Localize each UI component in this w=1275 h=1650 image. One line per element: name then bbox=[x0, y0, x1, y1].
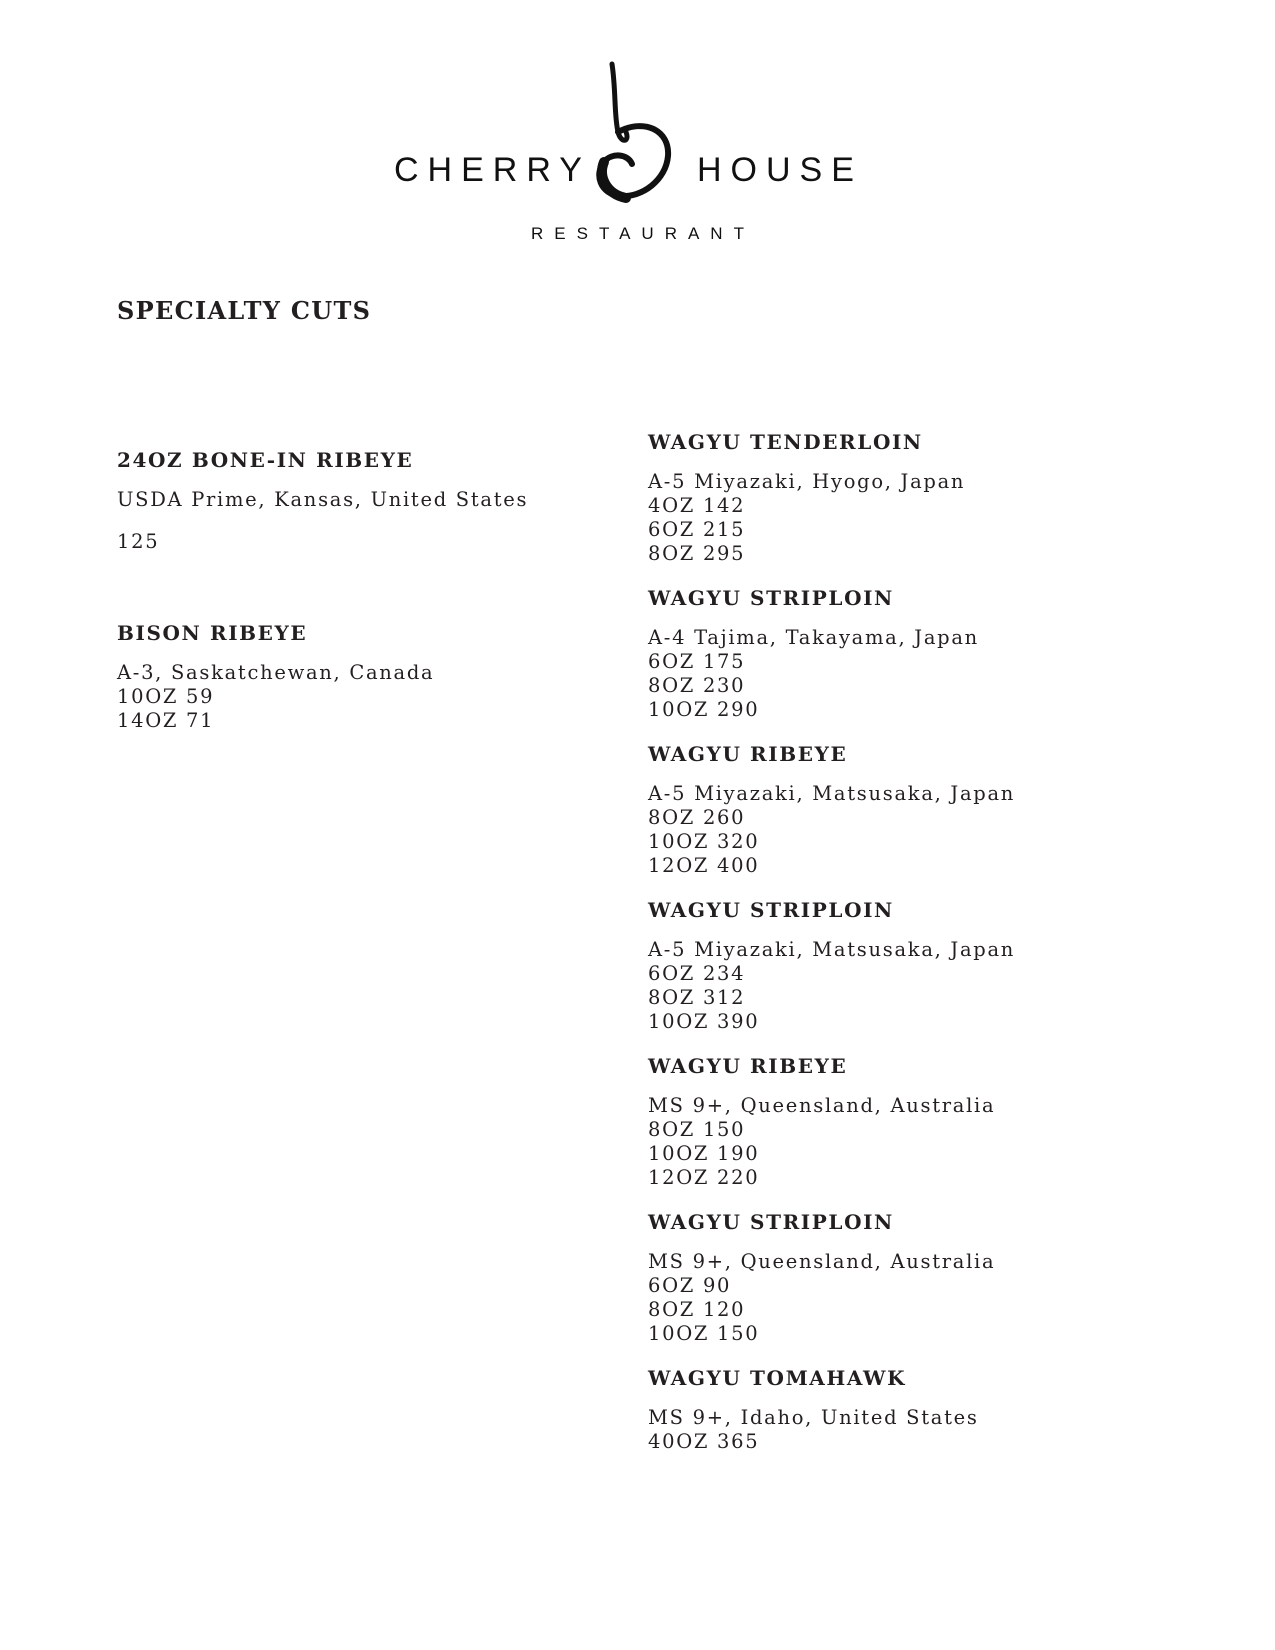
menu-item bbox=[648, 1209, 1148, 1346]
menu-item bbox=[648, 429, 1148, 566]
item-name: BISON RIBEYE bbox=[117, 621, 308, 645]
menu-item bbox=[648, 1365, 1148, 1454]
item-size-price: 10OZ 290 bbox=[648, 698, 760, 721]
item-origin: A-5 Miyazaki, Hyogo, Japan bbox=[648, 470, 966, 493]
item-size-price: 8OZ 150 bbox=[648, 1118, 746, 1141]
menu-item bbox=[648, 1053, 1148, 1190]
item-size-price: 10OZ 150 bbox=[648, 1322, 760, 1345]
logo-subtitle: RESTAURANT bbox=[531, 224, 755, 243]
menu-item bbox=[117, 620, 617, 733]
item-origin: MS 9+, Queensland, Australia bbox=[648, 1250, 996, 1273]
item-size-price: 8OZ 312 bbox=[648, 986, 746, 1009]
section-title: SPECIALTY CUTS bbox=[117, 296, 372, 325]
item-size-price: 10OZ 190 bbox=[648, 1142, 760, 1165]
restaurant-logo bbox=[0, 60, 1275, 250]
item-size-price: 8OZ 295 bbox=[648, 542, 746, 565]
item-name: WAGYU STRIPLOIN bbox=[648, 586, 894, 610]
item-size-price: 8OZ 260 bbox=[648, 806, 746, 829]
menu-item bbox=[648, 897, 1148, 1034]
item-size-price: 10OZ 59 bbox=[117, 685, 215, 708]
item-name: WAGYU STRIPLOIN bbox=[648, 898, 894, 922]
item-origin: USDA Prime, Kansas, United States bbox=[117, 488, 529, 511]
item-size-price: 12OZ 220 bbox=[648, 1166, 760, 1189]
item-name: WAGYU RIBEYE bbox=[648, 1054, 848, 1078]
item-name: WAGYU TOMAHAWK bbox=[648, 1366, 907, 1390]
item-size-price: 10OZ 320 bbox=[648, 830, 760, 853]
item-size-price: 8OZ 120 bbox=[648, 1298, 746, 1321]
item-name: WAGYU TENDERLOIN bbox=[648, 430, 923, 454]
item-size-price: 6OZ 90 bbox=[648, 1274, 732, 1297]
item-size-price: 4OZ 142 bbox=[648, 494, 746, 517]
left-menu-column bbox=[117, 447, 617, 733]
item-name: WAGYU RIBEYE bbox=[648, 742, 848, 766]
item-origin: A-5 Miyazaki, Matsusaka, Japan bbox=[648, 782, 1016, 805]
logo-brand-left: CHERRY bbox=[394, 151, 591, 189]
menu-item bbox=[117, 447, 617, 554]
menu-item bbox=[648, 585, 1148, 722]
item-origin: A-4 Tajima, Takayama, Japan bbox=[648, 626, 979, 649]
item-size-price: 40OZ 365 bbox=[648, 1430, 760, 1453]
item-origin: A-5 Miyazaki, Matsusaka, Japan bbox=[648, 938, 1016, 961]
item-size-price: 8OZ 230 bbox=[648, 674, 746, 697]
item-origin: MS 9+, Idaho, United States bbox=[648, 1406, 979, 1429]
right-menu-column bbox=[648, 429, 1148, 1473]
item-origin: MS 9+, Queensland, Australia bbox=[648, 1094, 996, 1117]
menu-item bbox=[648, 741, 1148, 878]
logo-brand-right: HOUSE bbox=[697, 151, 863, 189]
item-name: WAGYU STRIPLOIN bbox=[648, 1210, 894, 1234]
cherry-stem-icon bbox=[594, 60, 684, 210]
item-size-price: 10OZ 390 bbox=[648, 1010, 760, 1033]
item-size-price: 6OZ 234 bbox=[648, 962, 746, 985]
item-size-price: 14OZ 71 bbox=[117, 709, 215, 732]
item-size-price: 6OZ 175 bbox=[648, 650, 746, 673]
item-size-price: 12OZ 400 bbox=[648, 854, 760, 877]
item-origin: A-3, Saskatchewan, Canada bbox=[117, 661, 435, 684]
item-price: 125 bbox=[117, 530, 160, 553]
item-size-price: 6OZ 215 bbox=[648, 518, 746, 541]
item-name: 24OZ BONE-IN RIBEYE bbox=[117, 448, 414, 472]
